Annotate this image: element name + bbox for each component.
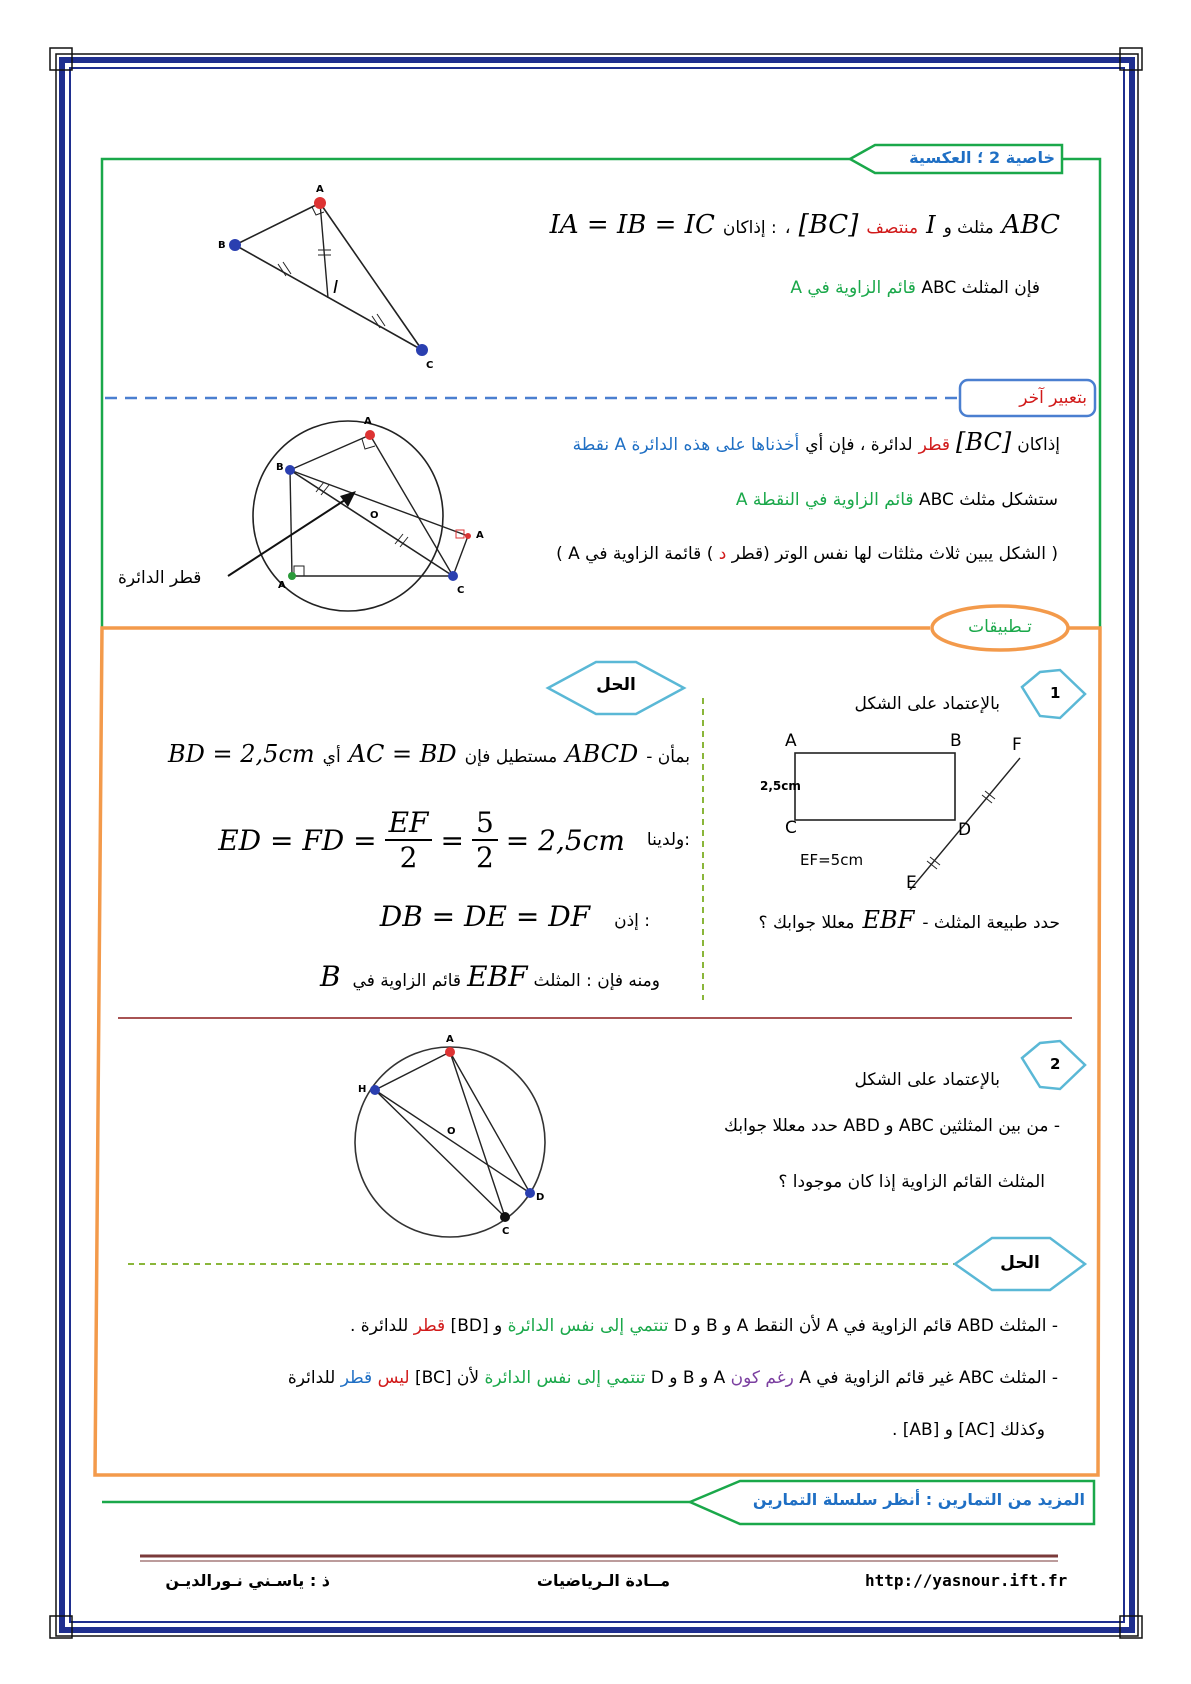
text-triangle-and: مثلث و <box>943 218 994 238</box>
fig4-label-d: D <box>536 1192 545 1203</box>
math-point-i: I <box>926 211 936 239</box>
more-exercises-text: المزيد من التمارين : أنظر سلسلة التمارين <box>752 1490 1085 1509</box>
text-right-angle-in: قائم الزاوية في <box>352 971 462 991</box>
fig3-label-c: C <box>785 818 797 838</box>
text-right-angle-at-a: قائم الزاوية في A <box>790 278 916 298</box>
fig1-label-c: C <box>426 360 434 371</box>
text-thus: إذن : <box>614 911 650 931</box>
fig4-label-a: A <box>446 1034 454 1045</box>
math-equal-distances: IA = IB = IC <box>549 210 715 240</box>
fig3-label-a: A <box>785 731 797 751</box>
fig1-label-i: I <box>333 277 339 298</box>
text-d: د <box>718 544 727 564</box>
ex2-solution-title: الحل <box>1000 1253 1040 1273</box>
text-figure-shows: ( الشكل يبين ثلاث مثلثات لها نفس الوتر (قطر <box>731 544 1058 564</box>
text-diameter-3: قطر <box>340 1368 373 1388</box>
text-therefore-triangle: ومنه فإن : المثلث <box>533 971 660 991</box>
fig2-label-a2: A <box>476 530 484 541</box>
fraction-numerator-5: 5 <box>472 806 498 841</box>
ex1-instruction: بالإعتماد على الشكل <box>854 694 1000 714</box>
text-determine-nature: - حدد طبيعة المثلث <box>922 913 1060 933</box>
ex2-answer-3: وكذلك [AC] و [AB] . <box>891 1420 1045 1440</box>
ex2-number: 2 <box>1050 1055 1061 1073</box>
fig2-label-c: C <box>457 585 465 596</box>
math-segment-bc-2: [BC] <box>956 428 1012 456</box>
text-abd-right: - المثلث ABD قائم الزاوية في A لأن النقط A و B و D <box>673 1316 1058 1336</box>
math-ed-fd: ED = FD = <box>218 823 377 857</box>
property-title: خاصية 2 ؛ العكسية <box>909 148 1055 167</box>
text-circle-then: لدائرة ، فإن أي <box>805 435 913 455</box>
text-if: إذاكان : <box>722 218 777 238</box>
footer-url[interactable]: http://yasnour.ift.fr <box>865 1571 1068 1590</box>
ex2-question-2: المثلث القائم الزاوية إذا كان موجودا ؟ <box>778 1172 1045 1192</box>
fig4-label-c: C <box>502 1226 510 1237</box>
fig3-label-e: E <box>906 873 917 890</box>
ex2-instruction: بالإعتماد على الشكل <box>854 1070 1000 1090</box>
fig3-label-b: B <box>950 731 962 751</box>
text-midpoint: منتصف <box>866 218 919 238</box>
fig2-label-o: O <box>370 510 379 521</box>
fig2-label-b: B <box>276 462 284 473</box>
fraction-denominator: 2 <box>399 841 418 874</box>
text-since: - بمأن <box>646 747 690 767</box>
ex2-question-1: - من بين المثلثين ABC و ABD حدد معللا جوابك <box>724 1116 1060 1136</box>
fig4-label-o: O <box>447 1126 456 1137</box>
fraction-numerator-ef: EF <box>385 806 433 841</box>
fraction-denominator-2: 2 <box>475 841 494 874</box>
fig1-label-b: B <box>218 240 226 251</box>
math-triangle-abc: ABC <box>1001 210 1060 240</box>
text-then-triangle: فإن المثلث ABC <box>921 278 1040 298</box>
text-points-abd: A و B و D <box>650 1368 726 1388</box>
fig3-length: 2,5cm <box>760 779 801 793</box>
text-diameter: قطر <box>918 435 951 455</box>
math-abcd: ABCD <box>565 740 639 768</box>
ex1-number: 1 <box>1050 684 1061 702</box>
other-expression-title: بتعبير آخر <box>1019 388 1087 408</box>
equals-sign: = <box>440 823 464 857</box>
math-ac-bd: AC = BD <box>348 740 457 768</box>
diameter-label: قطر الدائرة <box>118 568 202 588</box>
fig1-label-a: A <box>316 184 324 195</box>
fig3-ef: EF=5cm <box>800 851 864 869</box>
text-circle-end: للدائرة <box>287 1368 336 1388</box>
math-db-de-df: DB = DE = DF <box>379 900 591 933</box>
text-abc-not-right: - المثلث ABC غير قائم الزاوية في A <box>799 1368 1058 1388</box>
math-result: = 2,5cm <box>505 823 625 857</box>
applications-title: تـطبيقات <box>968 617 1032 637</box>
text-diameter-2: قطر <box>413 1316 446 1336</box>
fig3-label-d: D <box>958 820 972 840</box>
text-and-bd: و [BD] <box>450 1316 503 1336</box>
fig3-label-f: F <box>1012 735 1022 755</box>
math-segment-bc: [BC] <box>798 210 859 240</box>
ex1-solution-title: الحل <box>596 675 636 695</box>
comma: ، <box>784 217 791 238</box>
text-justify: معللا جوابك ؟ <box>758 913 855 933</box>
math-b: B <box>319 960 341 993</box>
text-any-point-a: نقطة A أخذناها على هذه الدائرة <box>572 435 800 455</box>
text-because-bc: لأن [BC] <box>414 1368 480 1388</box>
math-ebf-2: EBF <box>467 960 528 993</box>
text-ie: أي <box>322 747 341 767</box>
text-we-have: ولدينا: <box>646 830 690 850</box>
footer-subject: مــادة الـرياضيات <box>536 1571 670 1590</box>
text-if-2: إذاكان <box>1017 435 1060 455</box>
text-belong-circle: تنتمي إلى نفس الدائرة <box>507 1316 669 1336</box>
math-ebf: EBF <box>862 906 915 934</box>
fig2-label-a: A <box>364 416 372 427</box>
math-bd-value: BD = 2,5cm <box>168 740 315 768</box>
text-right-at-point-a: قائم الزاوية في النقطة A <box>735 490 914 510</box>
text-not: ليس <box>377 1368 410 1388</box>
text-despite: رغم كون <box>730 1368 794 1388</box>
text-forms-triangle: ستشكل مثلث ABC <box>918 490 1058 510</box>
fig2-label-a3: A <box>278 580 286 591</box>
text-right-angle-at: ) قائمة الزاوية في A ) <box>556 544 714 564</box>
text-belong-circle-2: تنتمي إلى نفس الدائرة <box>484 1368 646 1388</box>
text-rectangle-then: مستطيل فإن <box>464 747 558 767</box>
fig4-label-h: H <box>358 1084 367 1095</box>
footer-author: ذ : ياسـني نـورالديـن <box>165 1571 330 1590</box>
text-of-circle: للدائرة . <box>350 1316 409 1336</box>
